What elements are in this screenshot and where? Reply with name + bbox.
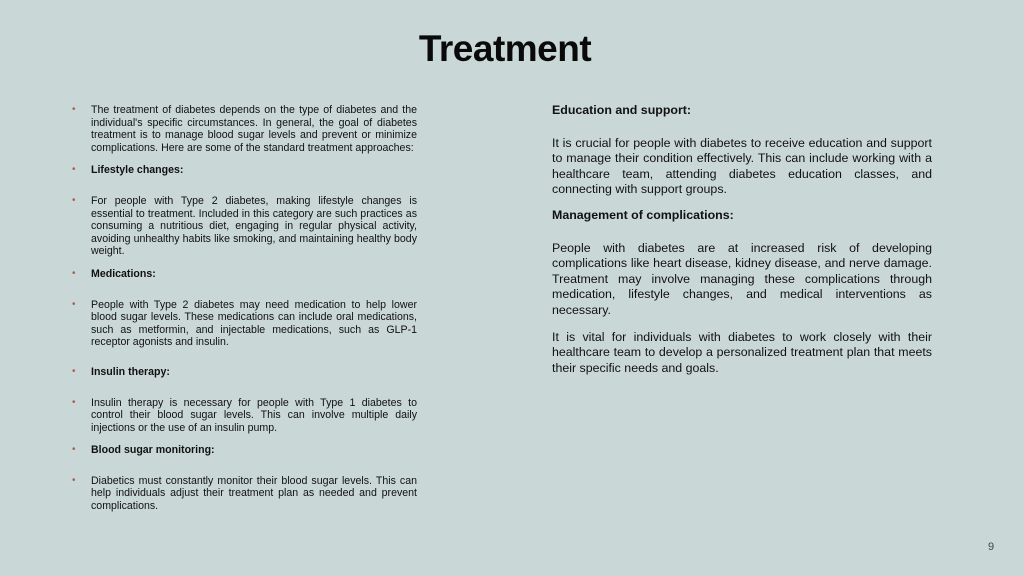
- bullet-text: People with Type 2 diabetes may need medication to help lower blood sugar levels. These medications can include oral medications, such as metformin, and injectable medications, such as GLP-1 receptor agonists and insulin.: [91, 298, 417, 349]
- education-heading: Education and support:: [552, 103, 692, 117]
- bullet-text: Insulin therapy is necessary for people with Type 1 diabetes to control their blood sugar levels. This can involve multiple daily injections or the use of an insulin pump.: [91, 396, 417, 434]
- bullet-text: Diabetics must constantly monitor their blood sugar levels. This can help individuals adjust their treatment plan as needed and prevent complications.: [91, 474, 417, 513]
- bullet-intro: [72, 104, 417, 154]
- bullet-dot: •: [72, 474, 76, 486]
- bullet-medications: [72, 299, 417, 349]
- complications-paragraph: People with diabetes are at increased risk of developing complications like heart disease, kidney disease, and nerve damage. Treatment may involve managing these complications through medication, lifestyle changes, and medical interventions as necessary.: [552, 240, 932, 317]
- bullet-dot: •: [72, 194, 76, 206]
- bullet-dot: •: [72, 267, 76, 279]
- bullet-text: The treatment of diabetes depends on the type of diabetes and the individual's specific circumstances. In general, the goal of diabetes treatment is to manage blood sugar levels and prevent or minimize complications. Here are some of the standard treatment approaches:: [91, 104, 417, 154]
- bullet-text: Lifestyle changes:: [91, 164, 184, 177]
- bullet-dot: •: [72, 444, 76, 456]
- bullet-dot: •: [72, 104, 76, 115]
- bullet-text: For people with Type 2 diabetes, making lifestyle changes is essential to treatment. Included in this category are such practices as consuming a nutritious diet, engaging in regular physical activity, avoiding unhealthy habits like smoking, and maintaining healthy body weight.: [91, 194, 417, 258]
- page-number: 9: [988, 541, 995, 553]
- bullet-text: Medications:: [91, 267, 156, 280]
- bullet-insulin: [72, 397, 417, 435]
- complications-heading: Management of complications:: [552, 207, 734, 222]
- bullet-insulin-heading: [72, 366, 417, 379]
- bullet-lifestyle-heading: [72, 164, 417, 177]
- bullet-text: Blood sugar monitoring:: [91, 444, 215, 457]
- bullet-monitoring: [72, 475, 417, 513]
- right-column: [552, 103, 932, 376]
- left-column: [72, 104, 417, 513]
- closing-paragraph: It is vital for individuals with diabetes to work closely with their healthcare team to develop a personalized treatment plan that meets their specific needs and goals.: [552, 329, 932, 375]
- education-paragraph: It is crucial for people with diabetes to receive education and support to manage their condition effectively. This can include working with a healthcare team, attending diabetes education classes, and connecting with support groups.: [552, 135, 932, 197]
- bullet-medications-heading: [72, 268, 417, 281]
- bullet-dot: •: [72, 298, 76, 310]
- bullet-dot: •: [72, 396, 76, 408]
- bullet-monitoring-heading: [72, 444, 417, 457]
- bullet-dot: •: [72, 365, 76, 377]
- slide-title: Treatment: [418, 28, 592, 69]
- bullet-lifestyle: [72, 195, 417, 258]
- bullet-text: Insulin therapy:: [91, 365, 170, 378]
- bullet-dot: •: [72, 164, 76, 176]
